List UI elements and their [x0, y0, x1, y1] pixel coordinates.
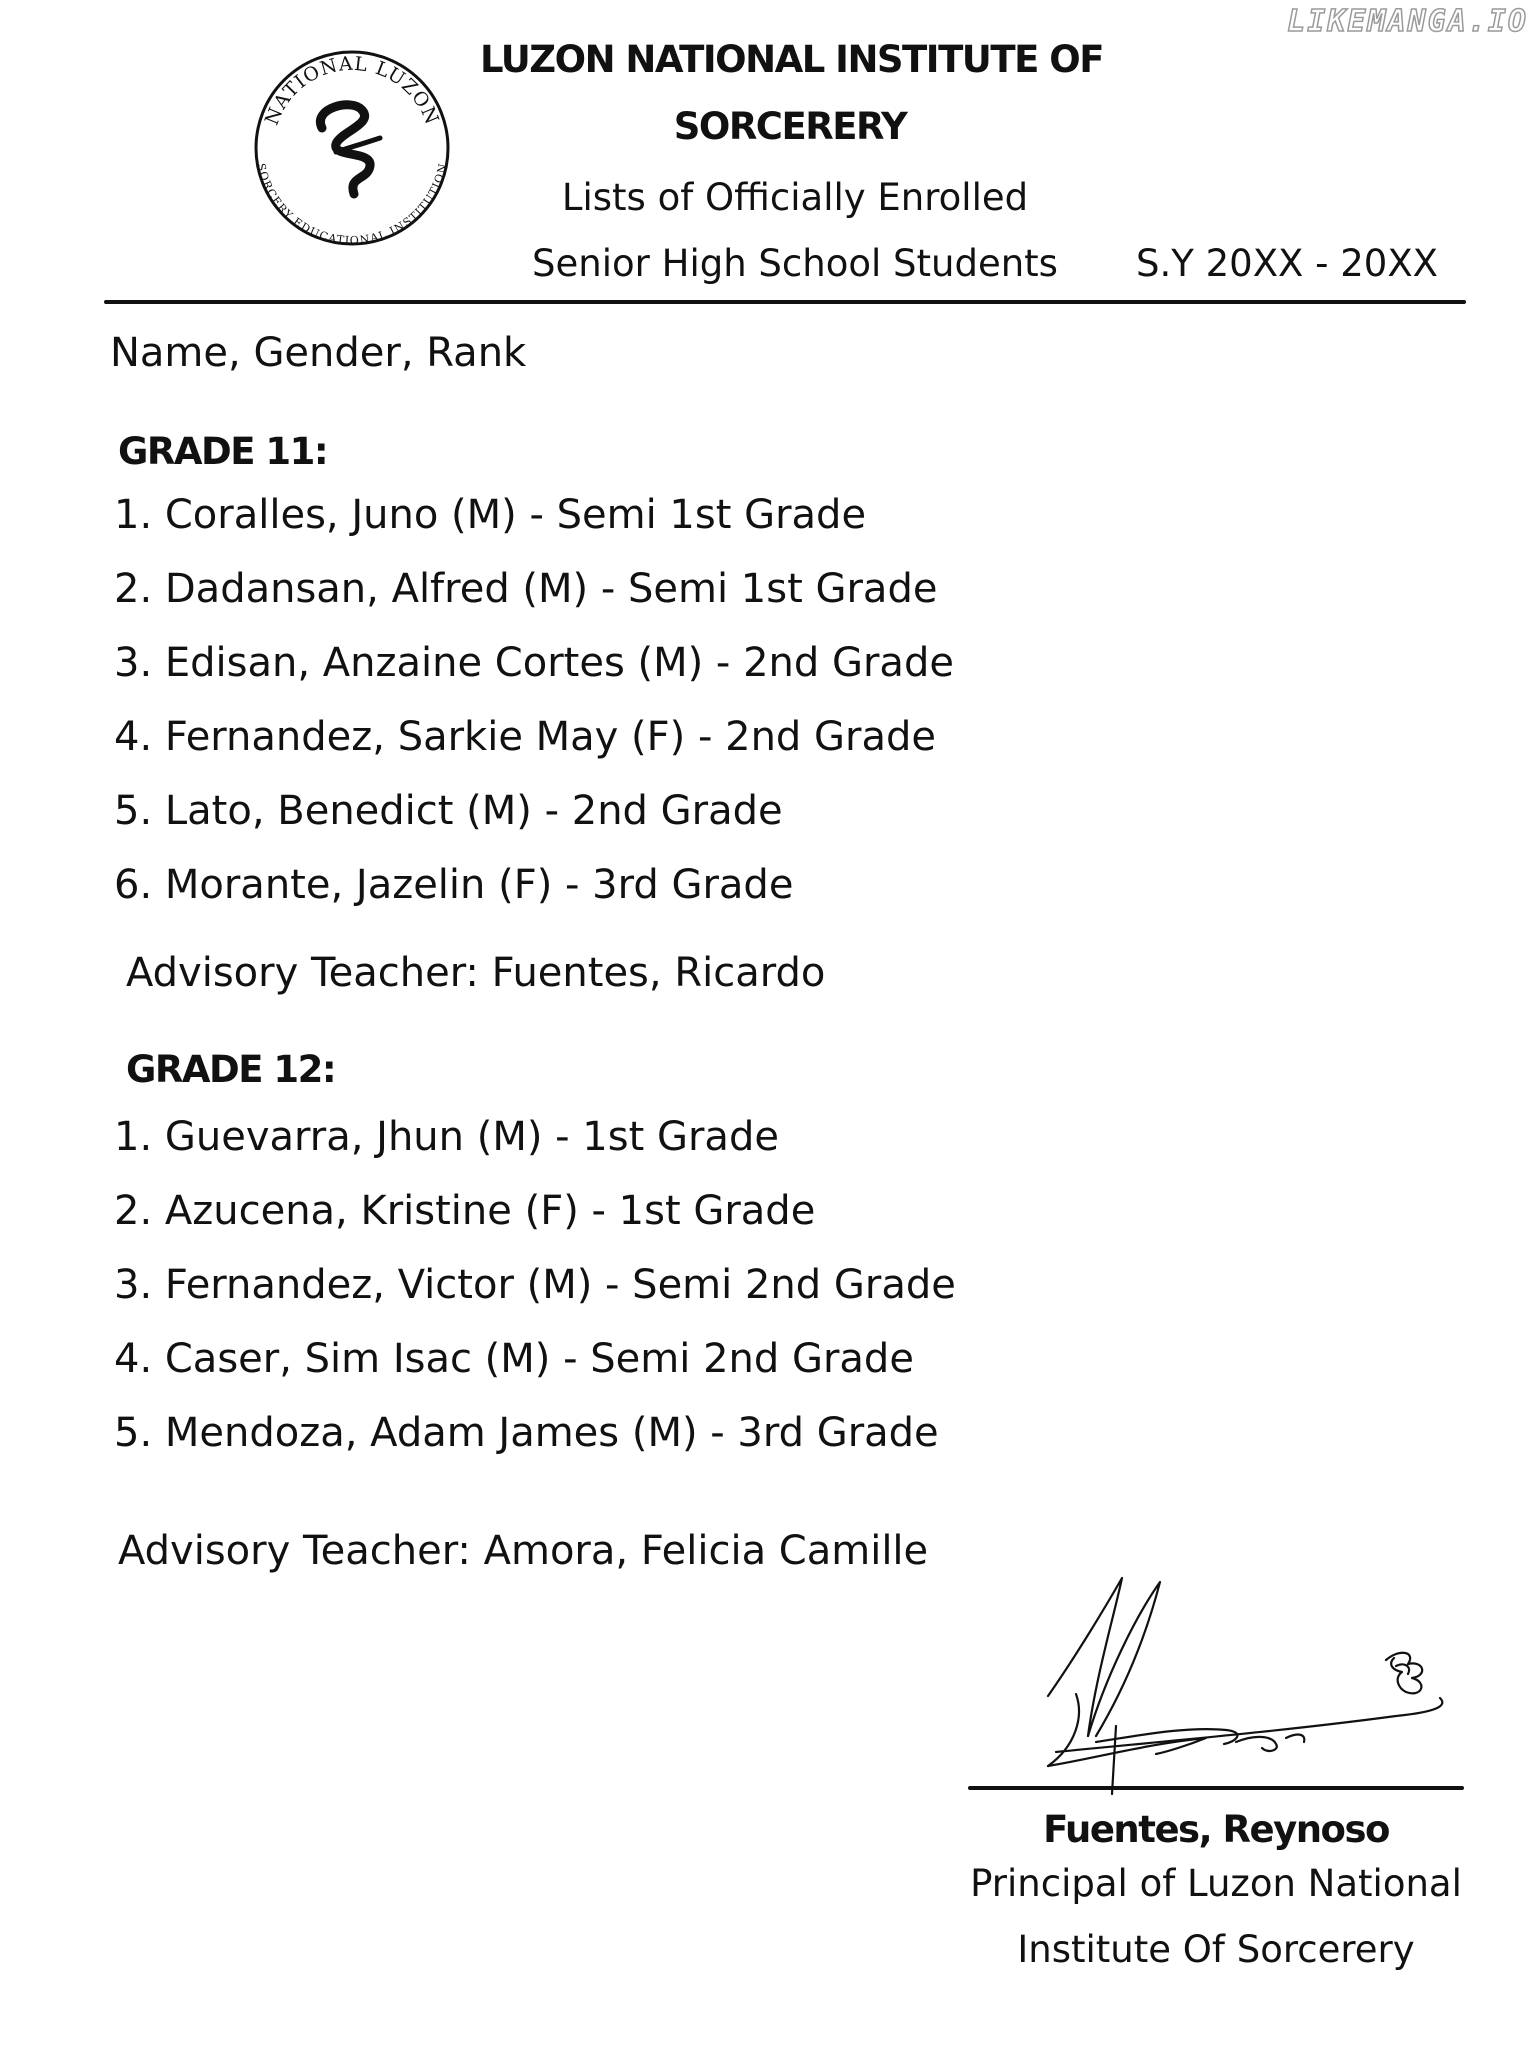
grade-11-heading: GRADE 11:	[118, 430, 328, 473]
document-title-line2: Senior High School Students	[532, 242, 1058, 285]
list-item: 4. Caser, Sim Isac (M) - Semi 2nd Grade	[114, 1336, 914, 1382]
institution-seal-logo	[252, 48, 452, 248]
institute-name-line1: LUZON NATIONAL INSTITUTE OF	[480, 38, 1103, 81]
column-legend: Name, Gender, Rank	[110, 330, 527, 376]
principal-signature	[1036, 1566, 1456, 1796]
seal-top-text: NATIONAL LUZON	[260, 52, 444, 129]
signature-line	[968, 1786, 1464, 1790]
header-divider	[104, 300, 1466, 304]
grade-12-heading: GRADE 12:	[126, 1048, 336, 1091]
list-item: 5. Lato, Benedict (M) - 2nd Grade	[114, 788, 783, 834]
document-title-line1: Lists of Officially Enrolled	[561, 176, 1029, 219]
list-item: 1. Guevarra, Jhun (M) - 1st Grade	[114, 1114, 779, 1160]
principal-title-line2: Institute Of Sorcerery	[1017, 1928, 1415, 1971]
grade-11-student-list	[114, 484, 954, 928]
institute-name-line2: SORCERERY	[673, 105, 907, 148]
grade-12-advisory-teacher: Advisory Teacher: Amora, Felicia Camille	[118, 1528, 929, 1574]
list-item: 6. Morante, Jazelin (F) - 3rd Grade	[114, 862, 794, 908]
grade-11-advisory-teacher: Advisory Teacher: Fuentes, Ricardo	[126, 950, 826, 996]
grade-12-student-list	[114, 1106, 956, 1476]
list-item: 5. Mendoza, Adam James (M) - 3rd Grade	[114, 1410, 939, 1456]
list-item: 3. Edisan, Anzaine Cortes (M) - 2nd Grade	[114, 640, 954, 686]
school-year: S.Y 20XX - 20XX	[1136, 242, 1439, 285]
list-item: 1. Coralles, Juno (M) - Semi 1st Grade	[114, 492, 867, 538]
list-item: 2. Dadansan, Alfred (M) - Semi 1st Grade	[114, 566, 938, 612]
list-item: 3. Fernandez, Victor (M) - Semi 2nd Grade	[114, 1262, 956, 1308]
principal-name: Fuentes, Reynoso	[1043, 1808, 1389, 1851]
principal-title-line1: Principal of Luzon National	[970, 1862, 1462, 1905]
list-item: 2. Azucena, Kristine (F) - 1st Grade	[114, 1188, 816, 1234]
seal-bottom-text: SORCERY EDUCATIONAL INSTITUTION	[254, 162, 450, 248]
list-item: 4. Fernandez, Sarkie May (F) - 2nd Grade	[114, 714, 936, 760]
site-watermark: LIKEMANGA.IO	[1287, 4, 1528, 39]
